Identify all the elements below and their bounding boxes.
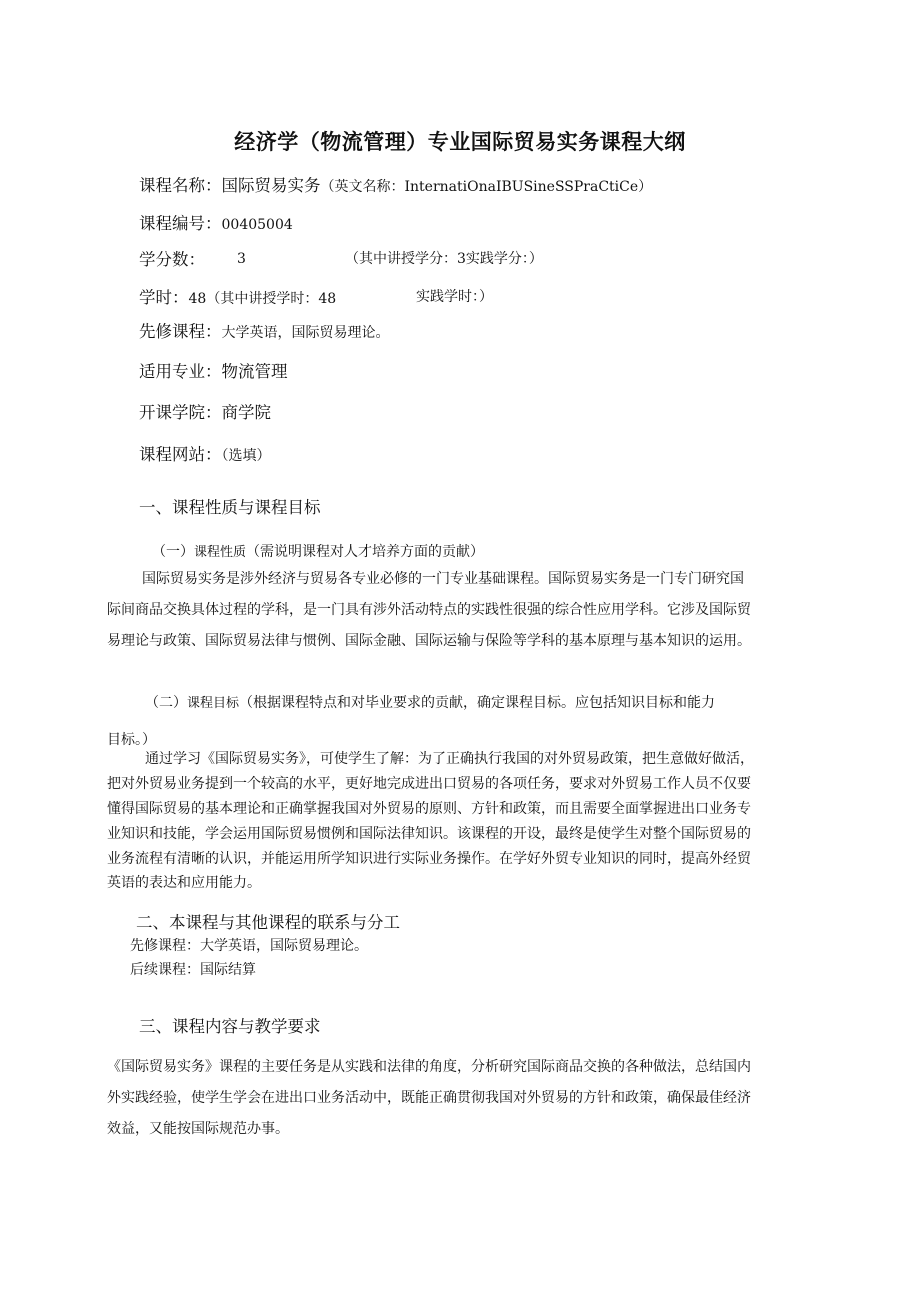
nature-label: 课程性质 xyxy=(194,545,247,560)
section3-line-2: 外实践经验，使学生学会在进出口业务活动中，既能正确贯彻我国对外贸易的方针和政策，确保最佳经济 xyxy=(107,1090,751,1106)
practice-hours: 实践学时：） xyxy=(416,289,493,305)
goal-note-cont: 目标。） xyxy=(107,732,156,748)
section2-line-2: 后续课程：国际结算 xyxy=(130,962,256,978)
goal-label: 课程目标 xyxy=(187,696,240,711)
nature-line-3: 易理论与政策、国际贸易法律与惯例、国际金融、国际运输与保险等学科的基本原理与基本知识的运用。 xyxy=(107,633,751,649)
website-row xyxy=(139,441,271,465)
college-label: 开课学院： xyxy=(139,403,222,422)
goal-note: （根据课程特点和对毕业要求的贡献，确定课程目标。应包括知识目标和能力 xyxy=(239,695,716,711)
section2-heading: 二、本课程与其他课程的联系与分工 xyxy=(136,913,400,932)
nature-line-2: 际间商品交换具体过程的学科，是一门具有涉外活动特点的实践性很强的综合性应用学科。它涉及国际贸 xyxy=(107,602,751,618)
course-name-row xyxy=(139,172,652,196)
major-label: 适用专业： xyxy=(139,362,222,381)
hours-value: 48（其中讲授学时：48 xyxy=(188,291,337,307)
hours-row xyxy=(139,284,336,308)
credits-label: 学分数： xyxy=(139,250,205,269)
goal-line-6: 英语的表达和应用能力。 xyxy=(107,875,261,891)
section3-line-3: 效益，又能按国际规范办事。 xyxy=(107,1121,289,1137)
course-name-value: 国际贸易实务 xyxy=(221,176,321,195)
goal-line-5: 业务流程有清晰的认识，并能运用所学知识进行实际业务操作。在学好外贸专业知识的同时，提高外经贸 xyxy=(107,851,751,867)
section3-line-1: 《国际贸易实务》课程的主要任务是从实践和法律的角度，分析研究国际商品交换的各种做法，总结国内 xyxy=(107,1059,751,1075)
nature-note: （需说明课程对人才培养方面的贡献） xyxy=(246,544,485,560)
prereq-label: 先修课程： xyxy=(139,322,222,341)
website-label: 课程网站： xyxy=(139,445,222,464)
goal-prefix: （二） xyxy=(145,695,187,711)
nature-line-1: 国际贸易实务是涉外经济与贸易各专业必修的一门专业基础课程。国际贸易实务是一门专门研究国 xyxy=(142,571,744,587)
section1-heading: 一、课程性质与课程目标 xyxy=(139,498,321,517)
prereq-value: 大学英语，国际贸易理论。 xyxy=(221,325,390,341)
section2-line-1: 先修课程：大学英语，国际贸易理论。 xyxy=(130,938,368,954)
course-name-label: 课程名称： xyxy=(139,176,222,195)
page-title: 经济学（物流管理）专业国际贸易实务课程大纲 xyxy=(234,130,686,154)
credits-value: 3 xyxy=(237,251,246,267)
course-code-row xyxy=(139,210,293,234)
college-row xyxy=(139,399,271,423)
website-value: （选填） xyxy=(221,448,271,464)
nature-subheading xyxy=(152,541,484,561)
course-code-value: 00405004 xyxy=(221,217,293,233)
credits-breakdown: （其中讲授学分：3实践学分：） xyxy=(345,251,543,267)
course-english-name: （英文名称：InternatiOnaIBUSineSSPraCtiCe） xyxy=(320,179,653,195)
goal-line-3: 懂得国际贸易的基本理论和正确掌握我国对外贸易的原则、方针和政策，而且需要全面掌握进出口业务专 xyxy=(107,801,751,817)
major-value: 物流管理 xyxy=(221,362,288,381)
goal-line-2: 把对外贸易业务提到一个较高的水平，更好地完成进出口贸易的各项任务，要求对外贸易工作人员不仅要 xyxy=(107,776,751,792)
course-code-label: 课程编号： xyxy=(139,214,222,233)
credits-row xyxy=(139,246,205,270)
prereq-row xyxy=(139,318,390,342)
nature-prefix: （一） xyxy=(152,544,194,560)
section3-heading: 三、课程内容与教学要求 xyxy=(139,1017,321,1036)
goal-line-1: 通过学习《国际贸易实务》，可使学生了解：为了正确执行我国的对外贸易政策，把生意做好做活， xyxy=(145,751,754,767)
major-row xyxy=(139,358,288,382)
hours-label: 学时： xyxy=(139,288,189,307)
goal-line-4: 业知识和技能，学会运用国际贸易惯例和国际法律知识。该课程的开设，最终是使学生对整个国际贸易的 xyxy=(107,826,751,842)
college-value: 商学院 xyxy=(221,403,271,422)
goal-subheading xyxy=(145,692,715,712)
